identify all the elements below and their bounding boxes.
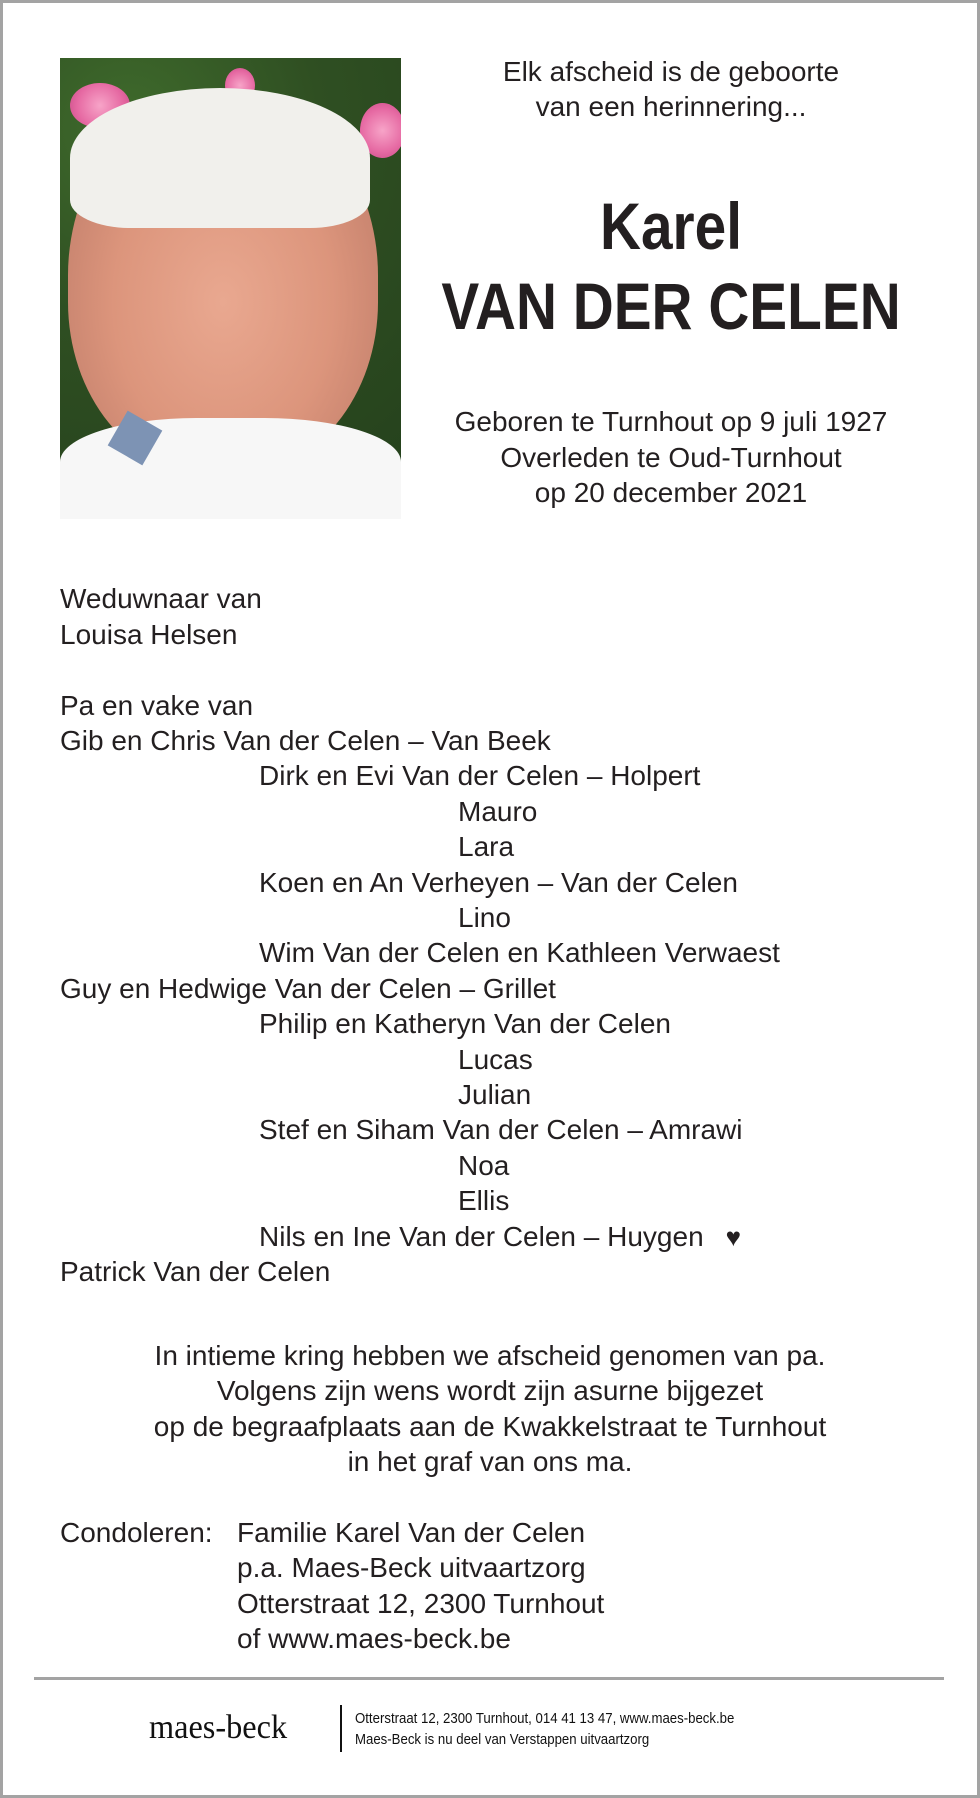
ceremony-line: op de begraafplaats aan de Kwakkelstraat te Turnhout bbox=[153, 1411, 827, 1442]
footer-note: Maes-Beck is nu deel van Verstappen uitvaartzorg bbox=[355, 1731, 650, 1748]
family-member bbox=[259, 758, 700, 794]
family-member bbox=[458, 794, 537, 830]
family-member-name: Lino bbox=[458, 902, 511, 933]
footer-divider bbox=[34, 1677, 944, 1680]
family-member-name: Patrick Van der Celen bbox=[60, 1256, 331, 1287]
family-member-name: Gib en Chris Van der Celen – Van Beek bbox=[60, 725, 551, 756]
family-member bbox=[60, 971, 556, 1007]
logo-divider bbox=[340, 1705, 342, 1752]
deceased-first-name: Karel bbox=[600, 189, 742, 263]
family-member-name: Lara bbox=[458, 831, 515, 863]
family-member bbox=[458, 900, 511, 936]
footer-address: Otterstraat 12, 2300 Turnhout, 014 41 13 47, www.maes-beck.be bbox=[355, 1710, 735, 1727]
family-member bbox=[60, 1254, 330, 1290]
family-member-name: Philip en Katheryn Van der Celen bbox=[259, 1008, 671, 1040]
family-member-name: Dirk en Evi Van der Celen – Holpert bbox=[259, 760, 701, 792]
widower-label: Weduwnaar van bbox=[60, 583, 262, 614]
family-member bbox=[259, 1112, 743, 1148]
family-member bbox=[458, 1148, 509, 1184]
family-member-name: Noa bbox=[458, 1149, 510, 1181]
family-member bbox=[458, 1183, 509, 1219]
family-member bbox=[259, 1219, 741, 1256]
family-member-name: Guy en Hedwige Van der Celen – Grillet bbox=[60, 972, 556, 1004]
family-member bbox=[259, 865, 738, 901]
maes-beck-logo: maes-beck bbox=[149, 1709, 288, 1746]
deceased-last-name: VAN DER CELEN bbox=[441, 269, 901, 343]
family-member bbox=[259, 1006, 671, 1042]
family-member-name: Koen en An Verheyen – Van der Celen bbox=[259, 866, 738, 898]
family-member bbox=[458, 829, 514, 865]
family-member-name: Lucas bbox=[458, 1043, 533, 1075]
family-member bbox=[259, 935, 780, 971]
portrait-hair bbox=[70, 88, 370, 228]
portrait-photo bbox=[60, 58, 401, 519]
family-member bbox=[458, 1077, 531, 1113]
condolences-line: p.a. Maes-Beck uitvaartzorg bbox=[237, 1552, 586, 1583]
death-line: Overleden te Oud-Turnhout bbox=[500, 442, 842, 473]
quote-line: Elk afscheid is de geboorte bbox=[502, 56, 840, 87]
family-intro: Pa en vake van bbox=[60, 690, 254, 721]
family-member-name: Stef en Siham Van der Celen – Amrawi bbox=[259, 1114, 743, 1146]
condolences-line: Familie Karel Van der Celen bbox=[237, 1517, 586, 1548]
family-member-name: Nils en Ine Van der Celen – Huygen bbox=[259, 1220, 704, 1252]
family-member-name: Ellis bbox=[458, 1185, 510, 1217]
birth-line: Geboren te Turnhout op 9 juli 1927 bbox=[454, 406, 888, 437]
ceremony-line: In intieme kring hebben we afscheid genomen van pa. bbox=[154, 1340, 826, 1371]
family-member-name: Wim Van der Celen en Kathleen Verwaest bbox=[259, 937, 780, 969]
family-member bbox=[60, 723, 551, 759]
condolences-line: Otterstraat 12, 2300 Turnhout bbox=[237, 1588, 605, 1619]
family-member bbox=[458, 1042, 533, 1078]
death-date-line: op 20 december 2021 bbox=[534, 477, 808, 508]
quote-line: van een herinnering... bbox=[535, 91, 807, 122]
ceremony-line: in het graf van ons ma. bbox=[347, 1446, 633, 1477]
condolences-label: Condoleren: bbox=[60, 1517, 213, 1548]
family-member-name: Julian bbox=[458, 1079, 532, 1110]
spouse-name: Louisa Helsen bbox=[60, 619, 238, 650]
heart-icon: ♥ bbox=[725, 1221, 742, 1252]
ceremony-line: Volgens zijn wens wordt zijn asurne bijgezet bbox=[216, 1375, 764, 1406]
family-member-name: Mauro bbox=[458, 795, 538, 827]
condolences-line[interactable]: of www.maes-beck.be bbox=[237, 1623, 511, 1654]
portrait-shirt bbox=[60, 418, 401, 519]
